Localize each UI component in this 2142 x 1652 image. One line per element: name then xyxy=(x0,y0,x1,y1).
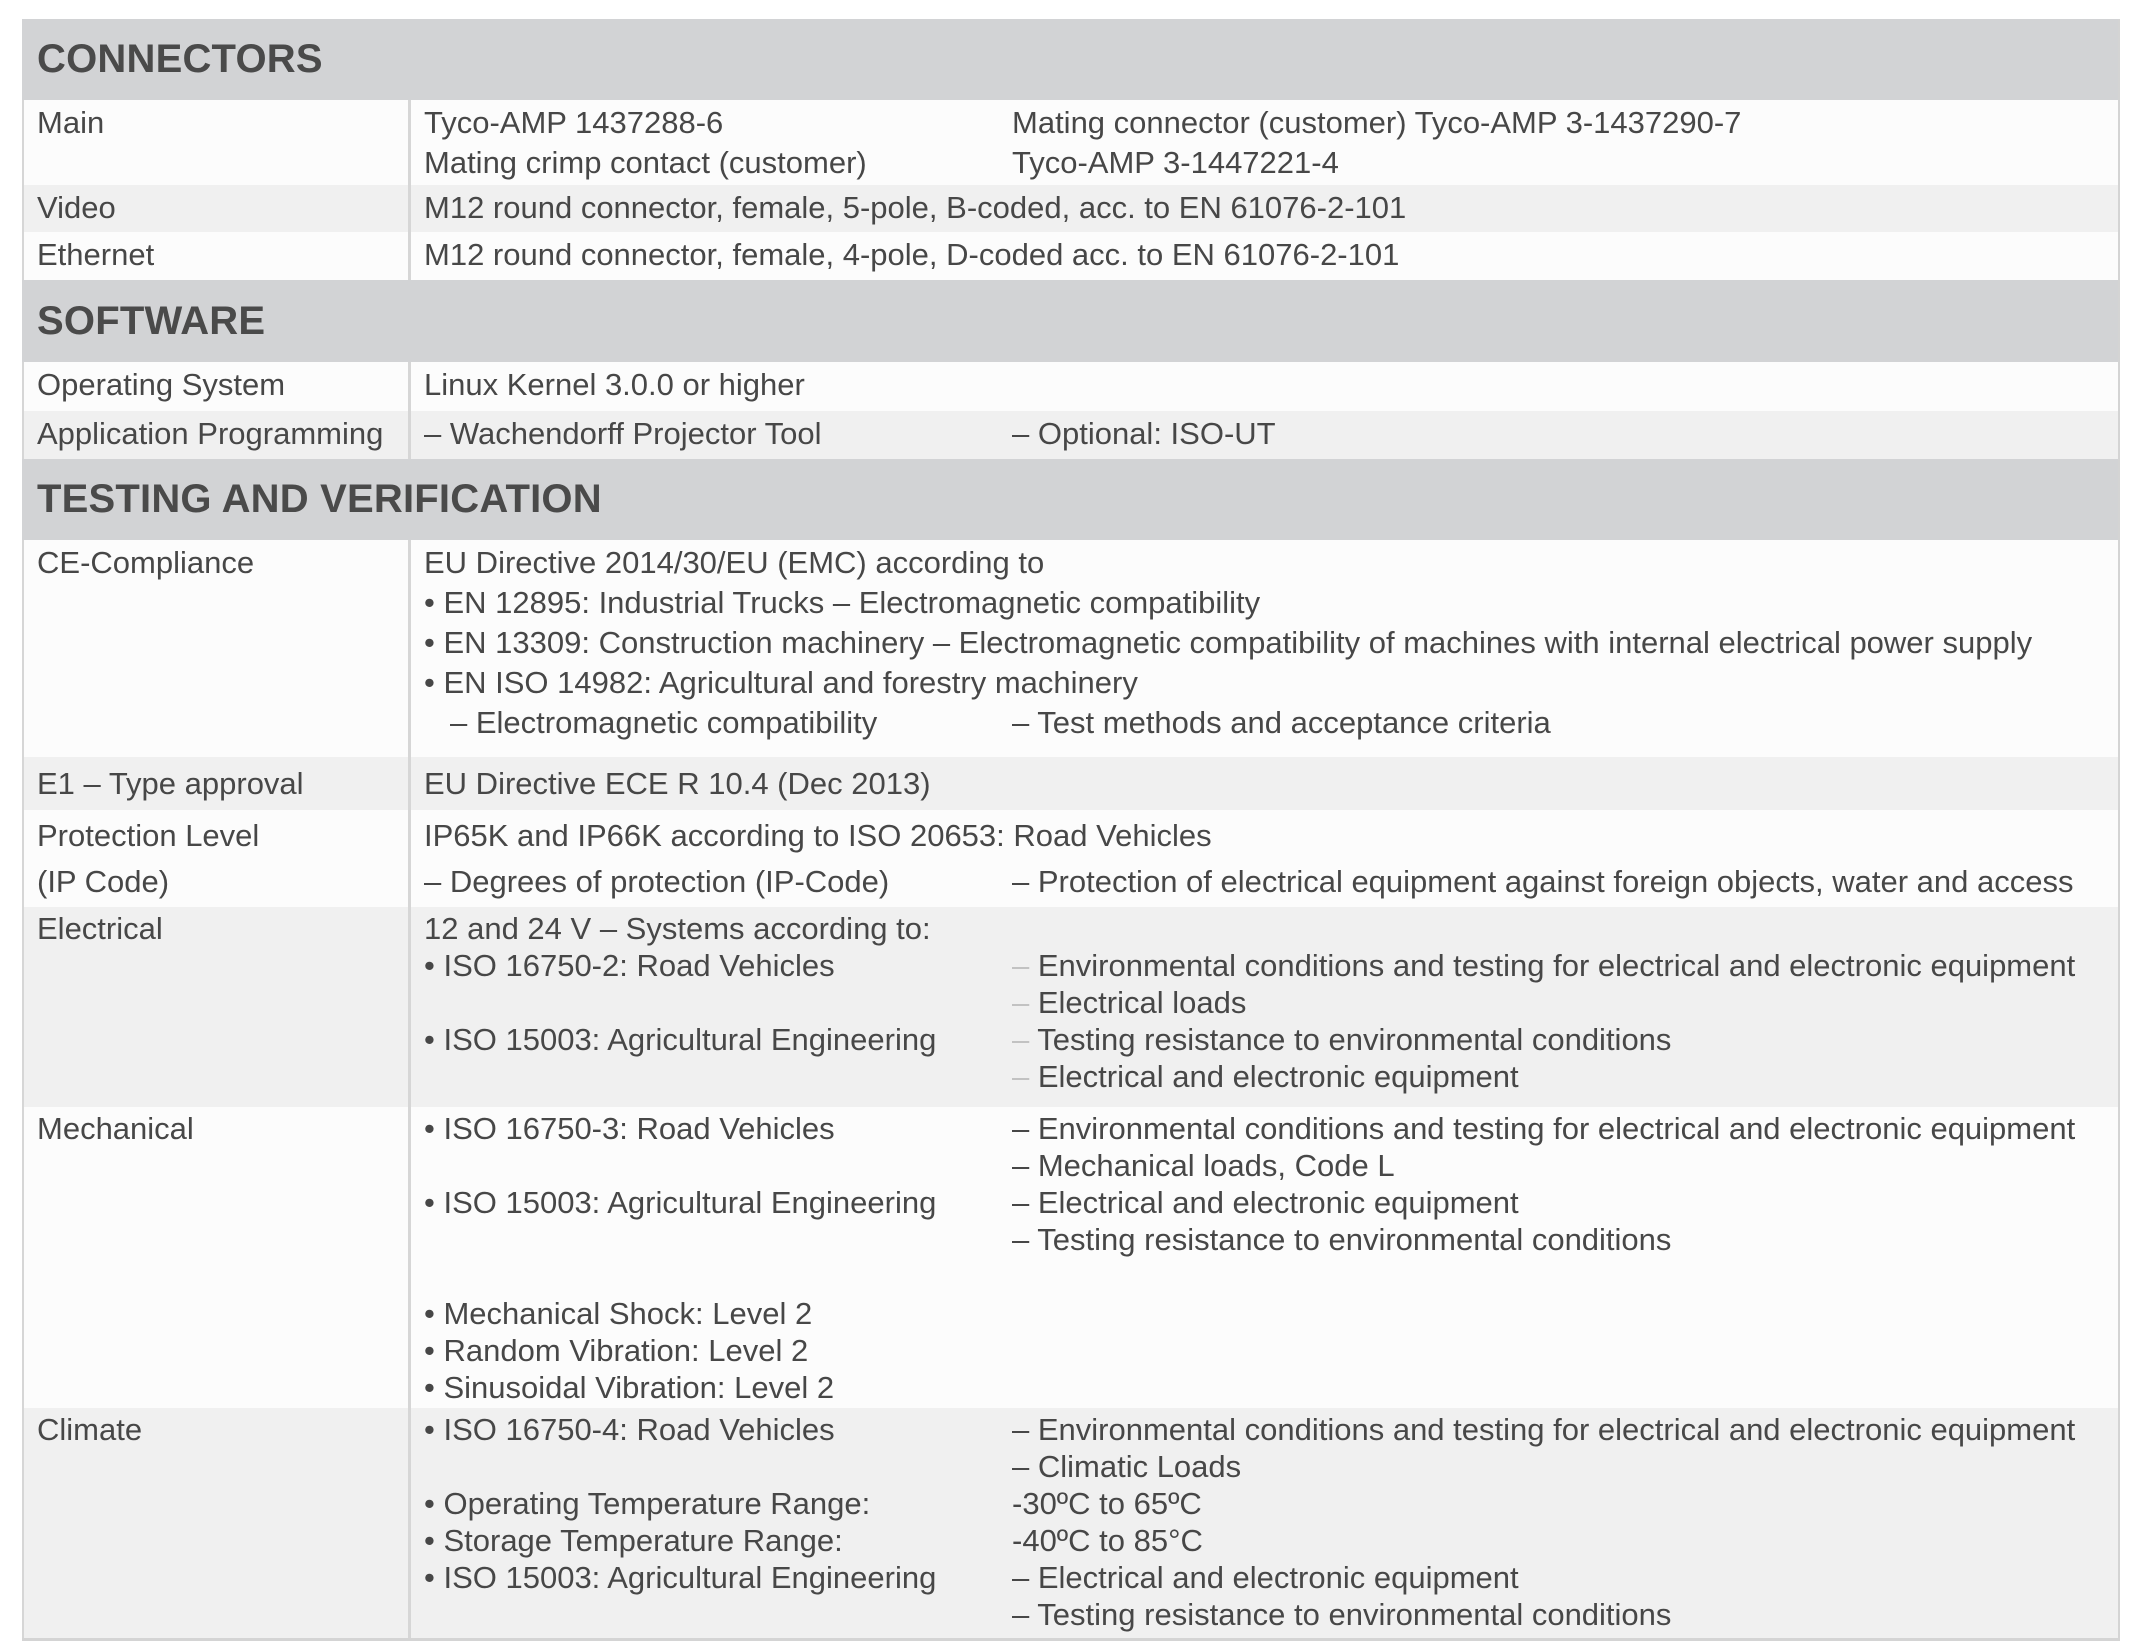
table-row-ethernet xyxy=(22,232,2118,280)
value-text xyxy=(424,984,1012,1021)
value-text: – Electromagnetic compatibility xyxy=(450,705,878,740)
section-header-software xyxy=(22,280,2118,362)
label-text: Operating System xyxy=(37,367,286,402)
label-text: Climate xyxy=(37,1412,143,1447)
value-text: – Environmental conditions and testing for electrical and electronic equipment xyxy=(1012,1412,2076,1447)
section-title: SOFTWARE xyxy=(37,298,266,343)
value-text xyxy=(424,1448,1012,1485)
value-text: – Wachendorff Projector Tool xyxy=(424,416,822,451)
section-title: CONNECTORS xyxy=(37,37,323,81)
value-text: – Degrees of protection (IP-Code) xyxy=(424,864,890,899)
table-row-mechanical xyxy=(22,1107,2118,1408)
table-row-e1-type-approval xyxy=(22,757,2118,810)
row-value xyxy=(411,810,2118,907)
value-text: – Testing resistance to environmental conditions xyxy=(1012,1022,1672,1057)
label-text: Ethernet xyxy=(37,237,155,272)
value-text: – Test methods and acceptance criteria xyxy=(1012,705,1551,740)
value-text: M12 round connector, female, 5-pole, B-coded, acc. to EN 61076-2-101 xyxy=(424,190,1407,225)
row-value xyxy=(411,1408,2118,1638)
value-text: – Climatic Loads xyxy=(1012,1449,1242,1484)
row-value xyxy=(411,757,2118,810)
value-text: EU Directive 2014/30/EU (EMC) according to xyxy=(424,545,1045,580)
row-label xyxy=(22,362,411,411)
row-value xyxy=(411,232,2118,280)
value-text: – Electrical and electronic equipment xyxy=(1012,1560,1519,1595)
label-text: Protection Level xyxy=(37,818,260,853)
value-text: – Testing resistance to environmental conditions xyxy=(1012,1597,1672,1632)
row-value xyxy=(411,185,2118,232)
value-text xyxy=(424,1147,1012,1184)
row-label xyxy=(22,757,411,810)
value-text: • ISO 16750-4: Road Vehicles xyxy=(424,1412,835,1447)
section-title: TESTING AND VERIFICATION xyxy=(37,477,602,521)
value-text: – Environmental conditions and testing for electrical and electronic equipment xyxy=(1012,948,2076,983)
row-label xyxy=(22,540,411,757)
label-text: Main xyxy=(37,105,105,140)
value-text: – Environmental conditions and testing for electrical and electronic equipment xyxy=(1012,1111,2076,1146)
row-value xyxy=(411,907,2118,1107)
value-text: 12 and 24 V – Systems according to: xyxy=(424,911,931,946)
value-text: Tyco-AMP 1437288-6 xyxy=(424,105,724,140)
value-text: • Operating Temperature Range: xyxy=(424,1486,871,1521)
value-text xyxy=(424,1058,1012,1095)
label-text: Video xyxy=(37,190,116,225)
dash-glyph: – xyxy=(1012,1059,1030,1094)
row-label xyxy=(22,1408,411,1638)
row-label xyxy=(22,185,411,232)
label-text: E1 – Type approval xyxy=(37,766,304,801)
row-value xyxy=(411,540,2118,757)
value-text: – Mechanical loads, Code L xyxy=(1012,1148,1395,1183)
row-label xyxy=(22,411,411,459)
label-text: Mechanical xyxy=(37,1111,194,1146)
value-text: Mating connector (customer) Tyco-AMP 3-1437290-7 xyxy=(1012,105,1742,140)
value-text: – Optional: ISO-UT xyxy=(1012,416,1276,451)
row-value xyxy=(411,411,2118,459)
table-row-protection-level xyxy=(22,810,2118,907)
row-label xyxy=(22,100,411,185)
table-row-climate xyxy=(22,1408,2118,1638)
label-text: (IP Code) xyxy=(37,864,170,899)
value-text xyxy=(424,1221,1012,1258)
row-label xyxy=(22,907,411,1107)
row-label xyxy=(22,232,411,280)
dash-glyph: – xyxy=(1012,948,1030,983)
value-text: – Electrical loads xyxy=(1012,985,1247,1020)
table-row-ce-compliance xyxy=(22,540,2118,757)
value-text: • Sinusoidal Vibration: Level 2 xyxy=(424,1370,835,1405)
value-text: • Storage Temperature Range: xyxy=(424,1523,843,1558)
value-text: • ISO 16750-2: Road Vehicles xyxy=(424,948,835,983)
section-header-testing xyxy=(22,459,2118,540)
row-label xyxy=(22,810,411,907)
row-value xyxy=(411,1107,2118,1408)
value-text: • Random Vibration: Level 2 xyxy=(424,1333,809,1368)
row-value xyxy=(411,362,2118,411)
value-text: – Protection of electrical equipment against foreign objects, water and access xyxy=(1012,864,2074,899)
label-text: CE-Compliance xyxy=(37,545,255,580)
table-row-application-programming xyxy=(22,411,2118,459)
value-text: • ISO 15003: Agricultural Engineering xyxy=(424,1560,937,1595)
value-text: -30ºC to 65ºC xyxy=(1012,1486,1202,1521)
label-text: Application Programming xyxy=(37,416,384,451)
table-row-video xyxy=(22,185,2118,232)
dash-glyph: – xyxy=(1012,985,1030,1020)
section-header-connectors xyxy=(22,19,2118,100)
table-row-operating-system xyxy=(22,362,2118,411)
value-text: – Electrical and electronic equipment xyxy=(1012,1059,1519,1094)
value-text: – Testing resistance to environmental conditions xyxy=(1012,1222,1672,1257)
value-text: Mating crimp contact (customer) xyxy=(424,145,867,180)
label-text: Electrical xyxy=(37,911,163,946)
value-text: – Electrical and electronic equipment xyxy=(1012,1185,1519,1220)
value-text xyxy=(424,1596,1012,1633)
table-row-main xyxy=(22,100,2118,185)
value-text: Linux Kernel 3.0.0 or higher xyxy=(424,367,805,402)
value-text: • EN 13309: Construction machinery – Electromagnetic compatibility of machines with internal electrical power supply xyxy=(424,625,2033,660)
spec-table xyxy=(22,19,2120,1641)
value-text: M12 round connector, female, 4-pole, D-coded acc. to EN 61076-2-101 xyxy=(424,237,1400,272)
table-row-electrical xyxy=(22,907,2118,1107)
value-text: • EN 12895: Industrial Trucks – Electromagnetic compatibility xyxy=(424,585,1261,620)
value-text: • Mechanical Shock: Level 2 xyxy=(424,1296,813,1331)
value-text: • ISO 15003: Agricultural Engineering xyxy=(424,1022,937,1057)
value-text: EU Directive ECE R 10.4 (Dec 2013) xyxy=(424,766,931,801)
value-text: -40ºC to 85°C xyxy=(1012,1523,1203,1558)
dash-glyph: – xyxy=(1012,1022,1030,1057)
row-value xyxy=(411,100,2118,185)
value-text: • EN ISO 14982: Agricultural and forestry machinery xyxy=(424,665,1138,700)
value-text: IP65K and IP66K according to ISO 20653: Road Vehicles xyxy=(424,818,1212,853)
value-text: Tyco-AMP 3-1447221-4 xyxy=(1012,145,1339,180)
value-text: • ISO 16750-3: Road Vehicles xyxy=(424,1111,835,1146)
value-text: • ISO 15003: Agricultural Engineering xyxy=(424,1185,937,1220)
row-label xyxy=(22,1107,411,1408)
value-text xyxy=(424,1258,1012,1295)
